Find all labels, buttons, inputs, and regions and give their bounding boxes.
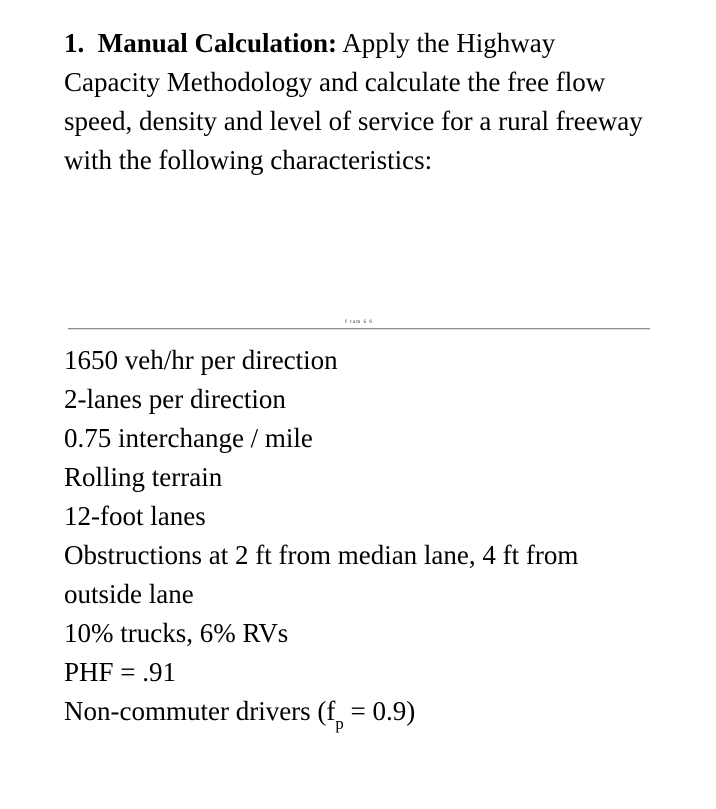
characteristic-terrain: Rolling terrain [64,462,223,492]
characteristics-list [64,341,654,734]
question-body-text: Apply the Highway Capacity Methodology and calculate the free flow speed, density and level of service for a rural freeway with the following characteristics: [64,28,650,175]
divider-line [68,328,650,329]
driver-population-prefix: Non-commuter drivers (f [64,696,336,726]
question-paragraph [64,24,652,180]
characteristic-vehicle-mix: 10% trucks, 6% RVs [64,618,289,648]
characteristic-lanes: 2-lanes per direction [64,384,286,414]
characteristic-phf: PHF = .91 [64,657,177,687]
characteristic-volume: 1650 veh/hr per direction [64,345,338,375]
driver-population-subscript: p [335,714,344,734]
characteristic-interchange-density: 0.75 interchange / mile [64,423,313,453]
driver-population-suffix: = 0.9) [343,696,416,726]
characteristic-lane-width: 12-foot lanes [64,501,206,531]
question-number-label: 1. Manual Calculation: [64,28,338,58]
characteristic-driver-population [64,692,654,734]
section-divider [68,310,650,329]
divider-caption-text: f rom S 6 [345,320,373,325]
characteristic-obstructions: Obstructions at 2 ft from median lane, 4 ft from outside lane [64,540,579,609]
